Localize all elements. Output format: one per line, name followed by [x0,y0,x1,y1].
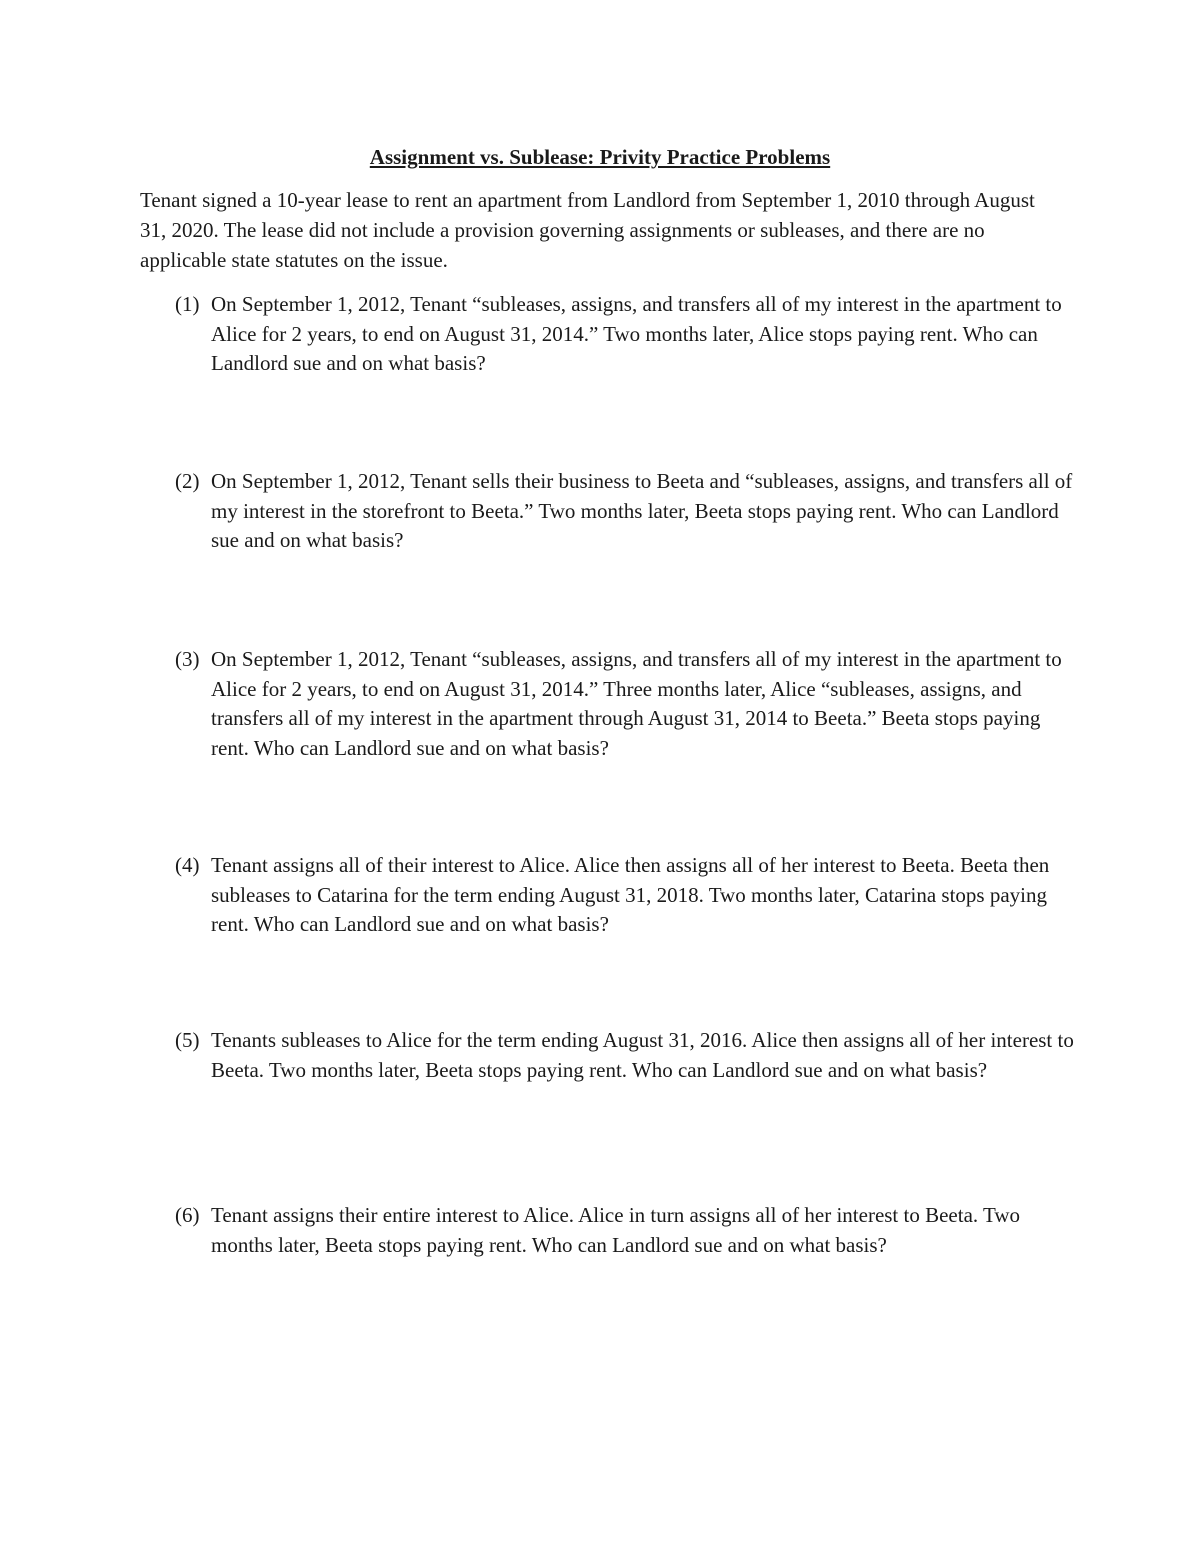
problem-item-2 [175,467,1075,556]
problem-text: On September 1, 2012, Tenant “subleases, assigns, and transfers all of my interest in the apartment to Alice for 2 years, to end on August 31, 2014.” Two months later, Alice stops paying rent. Who can Landlord sue and on what basis? [211,292,1062,375]
problem-text: Tenants subleases to Alice for the term ending August 31, 2016. Alice then assigns all of her interest to Beeta. Two months later, Beeta stops paying rent. Who can Landlord sue and on what basis? [211,1028,1074,1082]
problem-text: On September 1, 2012, Tenant “subleases, assigns, and transfers all of my interest in the apartment to Alice for 2 years, to end on August 31, 2014.” Three months later, Alice “subleases, assigns, and transfers all of my interest in the apartment through August 31, 2014 to Beeta.” Beeta stops paying rent. Who can Landlord sue and on what basis? [211,647,1062,760]
problem-text: On September 1, 2012, Tenant sells their business to Beeta and “subleases, assigns, and transfers all of my interest in the storefront to Beeta.” Two months later, Beeta stops paying rent. Who can Landlord sue and on what basis? [211,469,1073,552]
problem-number: (5) [175,1028,200,1052]
problem-number: (2) [175,469,200,493]
problem-number: (4) [175,853,200,877]
document-title: Assignment vs. Sublease: Privity Practice Problems [369,145,831,169]
problem-text: Tenant assigns all of their interest to Alice. Alice then assigns all of her interest to Beeta. Beeta then subleases to Catarina for the term ending August 31, 2018. Two months later, Catarina stops paying rent. Who can Landlord sue and on what basis? [211,853,1050,936]
problem-item-4 [175,851,1075,940]
problem-number: (3) [175,647,200,671]
intro-paragraph: Tenant signed a 10-year lease to rent an apartment from Landlord from September 1, 2010 through August 31, 2020. The lease did not include a provision governing assignments or subleases, and there are no applicable state statutes on the issue. [140,188,1035,272]
problem-item-1 [175,290,1075,379]
problem-number: (1) [175,292,200,316]
problem-item-3 [175,645,1075,763]
problem-item-5 [175,1026,1075,1085]
problem-number: (6) [175,1203,200,1227]
problem-text: Tenant assigns their entire interest to Alice. Alice in turn assigns all of her interest to Beeta. Two months later, Beeta stops paying rent. Who can Landlord sue and on what basis? [211,1203,1021,1257]
problem-item-6 [175,1201,1075,1260]
